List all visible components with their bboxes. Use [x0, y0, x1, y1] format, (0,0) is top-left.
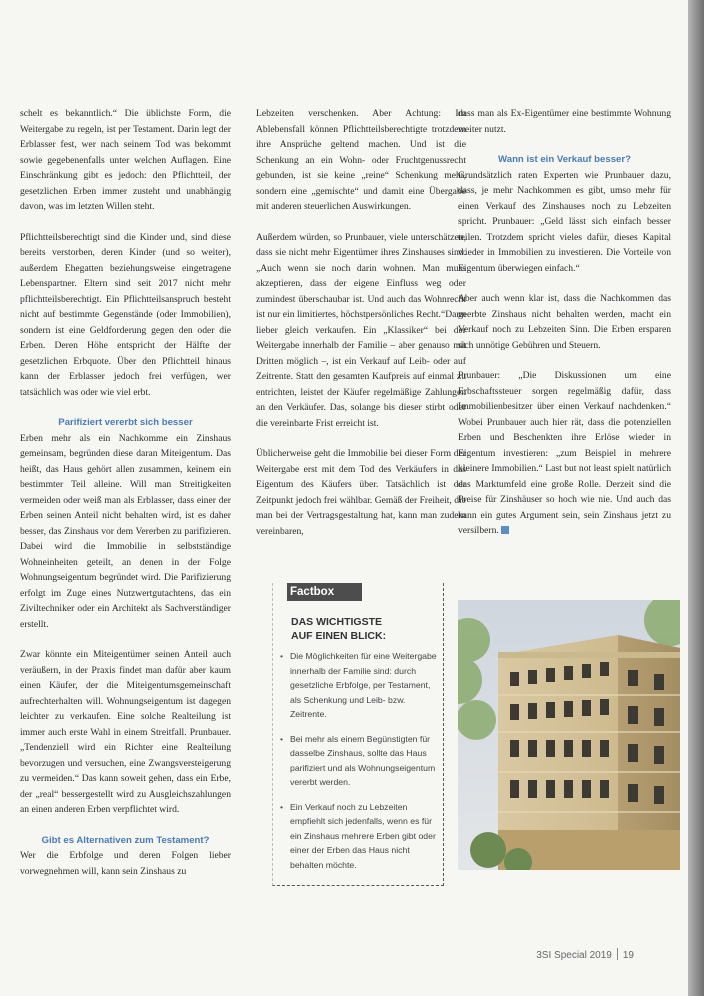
zinshaus-illustration — [458, 600, 680, 870]
page-number: 19 — [622, 950, 634, 961]
paragraph: Aber auch wenn klar ist, dass die Nachkommen das geerbte Zinshaus nicht behalten werden, macht ein Verkauf noch zu Lebzeiten Sinn. Die Erben ersparen sich unnötige Gebühren und Steuern. — [458, 293, 671, 351]
section-heading: Gibt es Alternativen zum Testament? — [41, 834, 210, 846]
factbox-heading — [291, 615, 441, 643]
paragraph: Lebzeiten verschenken. Aber Achtung: Im Ablebensfall können Pflichtteilsberechtigte trotzdem ihre Ansprüche geltend machen. Und ist die Schenkung an ein Wohn- oder Fruchtgenussrecht gebunden, ist sie keine „reine“ Schenkung mehr, sondern eine „gemischte“ und damit eine Übergabe mit anderen steuerlichen Auswirkungen. — [256, 108, 466, 212]
factbox-list — [279, 649, 439, 882]
magazine-name: 3SI Special 2019 — [536, 950, 612, 961]
factbox — [272, 583, 444, 886]
section-heading: Wann ist ein Verkauf besser? — [498, 154, 631, 165]
building-photo — [458, 600, 680, 870]
paragraph: schelt es bekanntlich.“ Die üblichste Form, die Weitergabe zu regeln, ist per Testament. Darin legt der Erblasser fest, wer nach seinem Tod was bekommt sowie gegebenenfalls unter welchen Auflagen. Eine Einschränkung gibt es jedoch: den Pflichtteil, der gesetzlichen Erben immer zusteht und unabhängig davon, was im letzten Willen steht. — [20, 108, 231, 212]
factbox-item: • Ein Verkauf noch zu Lebzeiten empfiehlt sich jedenfalls, wenn es für ein Zinshaus mehrere Erben gibt oder einer der Erben das Haus nicht behalten möchte. — [279, 800, 439, 873]
paragraph-text: Prunbauer: „Die Diskussionen um eine Erbschaftssteuer sorgen regelmäßig dafür, dass Immobilienbesitzer über einen Verkauf nachdenken.“ Wobei Prunbauer auch hier rät, dass die potenziellen Erben und Beschenkten ihre Erlöse wieder in Eigentum investieren: „zum Beispiel in mehrere kleinere Immobilien.“ Last but not least spielt natürlich das Marktumfeld eine große Rolle. Derzeit sind die Preise für Zinshäuser so hoch wie nie. Und auch das kann ein gutes Argument sein, sein Zinshaus jetzt zu versilbern. — [458, 370, 671, 536]
footer-divider — [617, 948, 618, 960]
paragraph: Grundsätzlich raten Experten wie Prunbauer dazu, dass, je mehr Nachkommen es gibt, umso mehr für einen Verkauf des Zinshauses noch zu Lebzeiten spricht. Prunbauer: „Geld lässt sich einfach besser teilen. Trotzdem spricht vieles dafür, dieses Kapital wieder in Immobilien zu investieren. Die Vorteile von Eigentum überwiegen einfach.“ — [458, 169, 671, 274]
factbox-heading-line: AUF EINEN BLICK: — [291, 630, 387, 642]
paragraph: Pflichtteilsberechtigt sind die Kinder und, sind diese bereits verstorben, deren Kinder (und so weiter), außerdem Ehegatten beziehungsweise eingetragene Lebenspartner. Eltern sind seit 2017 nicht mehr pflichtteilsberechtigt. Ein Pflichtteilsanspruch besteht nicht auf bestimmte Gegenstände (oder Immobilien), sondern ist eine Geldforderung gegen den oder die Erben. Deren Höhe entspricht der Hälfte der gesetzlichen Erbquote. Über den Pflichtteil hinaus kann der Erblasser jedoch frei verfügen, wer tatsächlich was oder wie viel erbt. — [20, 231, 231, 398]
paragraph: Üblicherweise geht die Immobilie bei dieser Form der Weitergabe erst mit dem Tod des Verkäufers in das Eigentum des Käufers über. Tatsächlich ist der Zeitpunkt jedoch frei wählbar. Gemäß der Freiheit, die man bei der Vertragsgestaltung hat, kann man zudem vereinbaren, — [256, 448, 466, 537]
factbox-tab-label: Factbox — [287, 583, 362, 601]
factbox-item: • Bei mehr als einem Begünstigten für dasselbe Zinshaus, sollte das Haus parifiziert und als Wohnungseigentum vererbt werden. — [279, 732, 439, 790]
page-footer — [536, 948, 634, 961]
factbox-item: • Die Möglichkeiten für eine Weitergabe innerhalb der Familie sind: durch gesetzliche Erbfolge, per Testament, als Schenkung und Leib- bzw. Zeitrente. — [279, 649, 439, 722]
paragraph: Wer die Erbfolge und deren Folgen lieber vorwegnehmen will, kann sein Zinshaus zu — [20, 850, 231, 877]
paragraph: dass man als Ex-Eigentümer eine bestimmte Wohnung weiter nutzt. — [458, 108, 671, 135]
paragraph: Zwar könnte ein Miteigentümer seinen Anteil auch veräußern, in der Praxis findet man dafür aber kaum einen Käufer, der die Miteigentumsgemeinschaft aufrechterhalten will. Wohnungseigentum ist dagegen leichter zu verkaufen. Eine solche Realteilung ist immer auch erste Wahl in einem Streitfall. Prunbauer. „Tendenziell wird ein Richter eine Realteilung bevorzugen und versuchen, eine Zwangsversteigerung zu vermeiden.“ Das kann soweit gehen, dass ein Erbe, der „real“ bessergestellt wird zu Ausgleichszahlungen an einen anderen Erben verpflichtet wird. — [20, 649, 231, 815]
end-of-article-square-icon — [501, 526, 509, 534]
factbox-heading-line: DAS WICHTIGSTE — [291, 616, 382, 628]
paragraph: Außerdem würden, so Prunbauer, viele unterschätzen, dass sie nicht mehr Eigentümer ihres Zinshauses sind. „Auch wenn sie noch darin wohnen. Man muss akzeptieren, dass der eigene Einfluss weg oder zumindest überschaubar ist. Und auch das Wohnrecht ist nur ein limitiertes, höchstpersönliches Recht.“Dann lieber gleich verkaufen. Ein „Klassiker“ bei der Weitergabe innerhalb der Familie – aber genauso mit Dritten möglich –, ist ein Verkauf auf Leib- oder auf Zeitrente. Statt den gesamten Kaufpreis auf einmal zu entrichten, leistet der Käufer regelmäßige Zahlungen an den Verkäufer. Das, solange bis dieser stirbt oder die vereinbarte Frist erreicht ist. — [256, 231, 466, 429]
article-column-1 — [20, 106, 231, 894]
section-heading: Parifiziert vererbt sich besser — [58, 417, 193, 428]
page-binding-edge — [688, 0, 704, 996]
article-column-2 — [256, 106, 466, 554]
paragraph-last — [458, 368, 671, 539]
paragraph: Erben mehr als ein Nachkomme ein Zinshaus gemeinsam, begründen diese daran Miteigentum. Das heißt, das Haus gehört allen zusammen, keinem ein bestimmter Teil alleine. Will man Streitigkeiten vermeiden oder weiß man als Erblasser, dass einer der Erben seinen Anteil nicht behalten wird, ist es daher besser, das Zinshaus vor dem Vererben zu parifizieren. Dabei wird die Immobilie in selbstständige Wohneinheiten geteilt, an denen in der Folge Wohnungseigentum begründet wird. Die Parifizierung erfolgt im Zuge eines Nutzwertgutachtens, das ein Ziviltechniker oder ein Architekt als Sachverständiger erstellt. — [20, 432, 231, 630]
article-column-3 — [458, 106, 671, 554]
